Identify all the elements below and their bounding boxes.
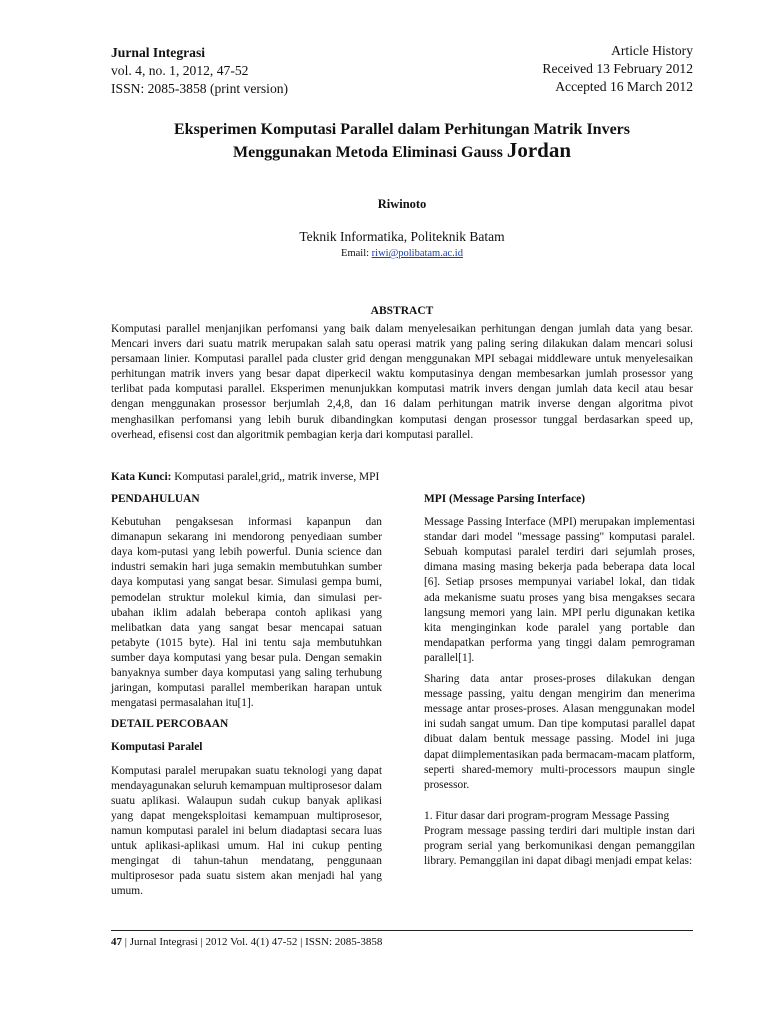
- list-item-heading: 1. Fitur dasar dari program-program Message Passing: [424, 809, 670, 822]
- section-heading-mpi: MPI (Message Parsing Interface): [424, 493, 585, 505]
- abstract-heading: ABSTRACT: [370, 305, 434, 317]
- title-line-1: Eksperimen Komputasi Parallel dalam Perhitungan Matrik Invers: [174, 121, 630, 138]
- abstract-text: Komputasi parallel menjanjikan perfomansi yang baik dalam menyelesaikan perhitungan dengan jumlah data yang besar. Mencari invers dari suatu matrik merupakan salah satu operasi matrik yang paling sering dilakukan dalam mencari solusi persamaan linier. Komputasi parallel pada cluster grid dengan menggunakan MPI sebagai middleware untuk menyelesaikan perhitungan matrik invers yang besar dapat diperkecil waktu komputasinya dengan membesarkan jumlah prosessor yang terlibat pada komputasi parallel. Eksperimen menunjukkan komputasi matrik invers dengan jumlah data kecil atau besar dengan menggunakan prosessor berjumlah 2,4,8, dan 16 dalam perhitungan matrik inverse dengan algoritma pivot menghasilkan perfomansi yang lebih buruk dibandingkan komputasi dengan prosessor tunggal berdasarkan speed up, overhead, efisensi cost dan algoritmik pembagian kerja dari komputasi parallel.: [111, 323, 693, 441]
- author-affiliation: Teknik Informatika, Politeknik Batam: [299, 229, 505, 244]
- title-line-2-text: Menggunakan Metoda Eliminasi Gauss: [232, 144, 507, 161]
- email-link[interactable]: riwi@polibatam.ac.id: [371, 248, 463, 259]
- paper-title: [111, 120, 693, 163]
- title-line-2-big: Jordan: [506, 138, 571, 162]
- journal-issn: ISSN: 2085-3858 (print version): [111, 81, 289, 96]
- footer-divider: [111, 930, 693, 931]
- paragraph: Komputasi paralel merupakan suatu teknologi yang dapat mendayagunakan seluruh kemampuan multiprosesor dalam suatu aplikasi. Walaupun sudah cukup banyak aplikasi yang dapat mengeksploitasi kemampuan multiprosesor, namun komputasi paralel ini belum diadaptasi secara luas untuk aplikasi-aplikasi umum. Hal ini cukup penting mengingat di tahun-tahun mendatang, penggunaan multiprosesor pada suatu sistem akan menjadi hal yang umum.: [111, 764, 382, 898]
- keywords-text: Komputasi paralel,grid,, matrik inverse, MPI: [171, 471, 380, 483]
- email-label: Email:: [341, 248, 372, 259]
- section-heading-pendahuluan: PENDAHULUAN: [111, 493, 200, 505]
- keywords: [111, 471, 693, 483]
- subsection-heading-komputasi-paralel: Komputasi Paralel: [111, 741, 203, 754]
- paragraph: Sharing data antar proses-proses dilakukan dengan message passing, yaitu dengan mengirim dan menerima message antar proses-proses. Alasan menggunakan model ini sudah sangat umum. Dan tipe komputasi parallel dapat dibuat dalam bentuk message passing. Model ini juga dapat diimplementasikan pada bermacam-macam platform, seperti shared-memory multi-processors maupun single prosessor.: [424, 673, 695, 791]
- footer-text: | Jurnal Integrasi | 2012 Vol. 4(1) 47-52 | ISSN: 2085-3858: [122, 936, 383, 948]
- section-heading-detail-percobaan: DETAIL PERCOBAAN: [111, 718, 229, 731]
- article-history: [542, 42, 693, 96]
- author-name: Riwinoto: [377, 197, 427, 211]
- accepted-date: Accepted 16 March 2012: [555, 79, 693, 94]
- paragraph: Kebutuhan pengaksesan informasi kapanpun dan dimanapun sekarang ini mendorong penyediaan sumber daya kom-putasi yang lebih powerful. Dunia science dan industri semakin hari juga semakin membutuhkan sumber daya komputasi yang sangat besar. Simulasi gempa bumi, pemodelan struktur molekul kimia, dan simulasi per-ubahan iklim adalah beberapa contoh aplikasi yang melibatkan data yang sangat besar mencapai satuan petabyte (1015 byte). Hal ini tentu saja membutuhkan sumber daya komputasi yang besar pula. Dengan semakin banyaknya sumber daya komputasi yang saling terhubung jaringan, komputasi parallel memberikan harapan untuk mengatasi permasalahan itu[1].: [111, 516, 382, 710]
- left-column: [111, 492, 382, 905]
- journal-volume: vol. 4, no. 1, 2012, 47-52: [111, 63, 249, 78]
- journal-name: Jurnal Integrasi: [111, 45, 206, 60]
- right-column: [424, 492, 695, 875]
- page-number: 47: [111, 936, 122, 948]
- paragraph: Message Passing Interface (MPI) merupakan implementasi standar dari model "message passing" komputasi paralel. Sebuah komputasi paralel terdiri dari sejumlah proses, dimana masing masing bekerja pada beberapa data local [6]. Setiap prsoses mempunyai variabel lokal, dan tidak ada mekanisme suatu proses yang bisa mengakses secara langsung memori yang lain. MPI perlu digunakan ketika kita menginginkan kode paralel yang portable dan mendapatkan performa yang tinggi dalam pemrograman parallel[1].: [424, 516, 695, 664]
- keywords-label: Kata Kunci:: [111, 471, 172, 483]
- paragraph: Program message passing terdiri dari multiple instan dari program serial yang berkomunikasi dengan pemanggilan library. Pemanggilan ini dapat dibagi menjadi empat kelas:: [424, 824, 695, 868]
- author-email: [111, 248, 693, 259]
- title-line-2: [111, 140, 693, 163]
- page-footer: [111, 936, 382, 948]
- received-date: Received 13 February 2012: [542, 61, 693, 76]
- history-label: Article History: [611, 43, 693, 58]
- journal-info: [111, 44, 288, 98]
- spacer: [424, 799, 695, 809]
